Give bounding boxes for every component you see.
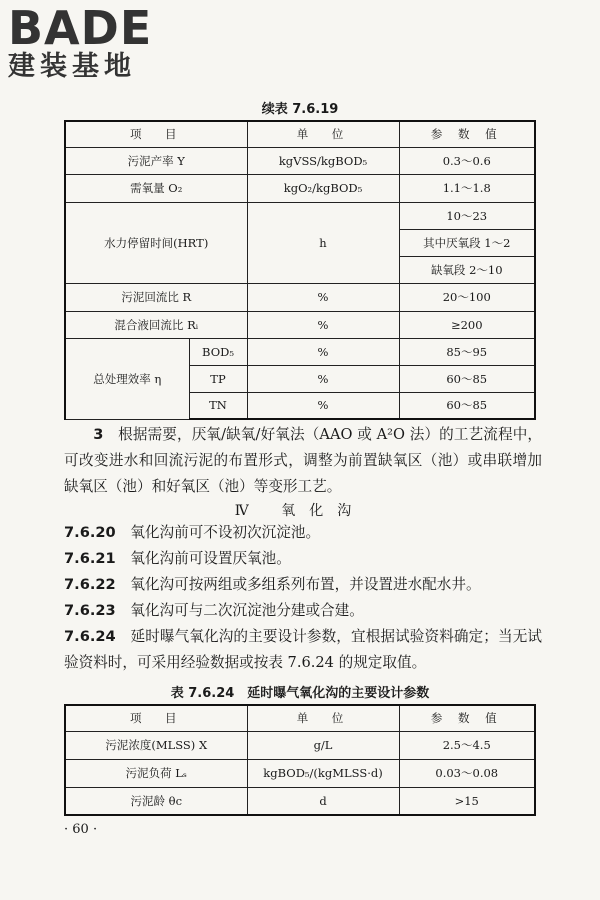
clause xyxy=(64,598,542,624)
table-row xyxy=(65,283,535,311)
clause-number: 7.6.23 xyxy=(64,602,116,619)
cell-subitem: TN xyxy=(189,392,247,419)
table-row xyxy=(65,147,535,174)
clause-number: 7.6.24 xyxy=(64,628,116,645)
clause-number: 7.6.21 xyxy=(64,550,116,567)
clause-text: 氧化沟可按两组或多组系列布置，并设置进水配水井。 xyxy=(130,576,481,593)
cell-value: 其中厌氧段 1～2 xyxy=(399,229,535,256)
clause-text: 氧化沟可与二次沉淀池分建或合建。 xyxy=(130,602,364,619)
cell-value: 0.03～0.08 xyxy=(399,759,535,787)
table-row xyxy=(65,787,535,815)
table1-title: 续表 7.6.19 xyxy=(261,102,339,117)
cell-unit: h xyxy=(247,202,399,283)
table2-header-item: 项 目 xyxy=(65,705,247,731)
clause xyxy=(64,520,542,546)
cell-unit: kgO₂/kgBOD₅ xyxy=(247,174,399,202)
section-title: 氧化沟 xyxy=(281,503,366,519)
table2-header-row xyxy=(65,705,535,731)
clause xyxy=(64,572,542,598)
table1-header-item: 项 目 xyxy=(65,121,247,147)
cell-value: 85～95 xyxy=(399,338,535,365)
cell-value: ≥200 xyxy=(399,311,535,338)
cell-subitem: BOD₅ xyxy=(189,338,247,365)
table2 xyxy=(64,704,536,816)
clause-number: 7.6.20 xyxy=(64,524,116,541)
page-number: · 60 · xyxy=(64,822,98,837)
logo-brand-text: BADE xyxy=(8,1,153,55)
cell-unit: % xyxy=(247,311,399,338)
cell-value: 缺氧段 2～10 xyxy=(399,256,535,283)
cell-item: 污泥回流比 R xyxy=(65,283,247,311)
clause xyxy=(64,546,542,572)
cell-value: 1.1～1.8 xyxy=(399,174,535,202)
cell-unit: % xyxy=(247,392,399,419)
section-roman: Ⅳ xyxy=(234,503,263,519)
table-row xyxy=(65,311,535,338)
cell-value: 10～23 xyxy=(399,202,535,229)
table-row xyxy=(65,174,535,202)
cell-value: 2.5～4.5 xyxy=(399,731,535,759)
clause-text: 氧化沟前可不设初次沉淀池。 xyxy=(130,524,321,541)
logo-subtitle: 建装基地 xyxy=(8,51,136,82)
clause-list xyxy=(64,520,542,676)
cell-value: 20～100 xyxy=(399,283,535,311)
table1 xyxy=(64,120,536,420)
cell-unit: % xyxy=(247,283,399,311)
cell-value: 0.3～0.6 xyxy=(399,147,535,174)
clause-text: 氧化沟前可设置厌氧池。 xyxy=(130,550,291,567)
clause xyxy=(64,624,542,676)
cell-item: 混合液回流比 Rᵢ xyxy=(65,311,247,338)
cell-unit: kgBOD₅/(kgMLSS·d) xyxy=(247,759,399,787)
cell-item: 总处理效率 η xyxy=(65,338,189,419)
table-row xyxy=(65,202,535,229)
table2-title: 表 7.6.24 延时曝气氧化沟的主要设计参数 xyxy=(170,686,430,701)
table1-header-unit: 单 位 xyxy=(247,121,399,147)
cell-subitem: TP xyxy=(189,365,247,392)
cell-item: 水力停留时间(HRT) xyxy=(65,202,247,283)
paragraph-3 xyxy=(64,422,542,500)
cell-unit: % xyxy=(247,338,399,365)
paragraph-number: 3 xyxy=(93,426,104,443)
clause-number: 7.6.22 xyxy=(64,576,116,593)
cell-item: 污泥龄 θc xyxy=(65,787,247,815)
cell-item: 污泥浓度(MLSS) X xyxy=(65,731,247,759)
cell-value: >15 xyxy=(399,787,535,815)
table2-header-unit: 单 位 xyxy=(247,705,399,731)
cell-value: 60～85 xyxy=(399,392,535,419)
table2-header-value: 参 数 值 xyxy=(399,705,535,731)
cell-unit: % xyxy=(247,365,399,392)
cell-item: 污泥产率 Y xyxy=(65,147,247,174)
table1-header-value: 参 数 值 xyxy=(399,121,535,147)
cell-item: 污泥负荷 Lₛ xyxy=(65,759,247,787)
brand-logo xyxy=(8,2,178,86)
cell-value: 60～85 xyxy=(399,365,535,392)
table-row xyxy=(65,338,535,365)
cell-item: 需氧量 O₂ xyxy=(65,174,247,202)
section-heading xyxy=(0,500,600,520)
cell-unit: g/L xyxy=(247,731,399,759)
table-row xyxy=(65,759,535,787)
cell-unit: kgVSS/kgBOD₅ xyxy=(247,147,399,174)
clause-text: 延时曝气氧化沟的主要设计参数，宜根据试验资料确定；当无试验资料时，可采用经验数据或按表 7.6.24 的规定取值。 xyxy=(64,628,542,671)
cell-unit: d xyxy=(247,787,399,815)
table1-header-row xyxy=(65,121,535,147)
paragraph-text: 根据需要，厌氧/缺氧/好氧法（AAO 或 A²O 法）的工艺流程中，可改变进水和回流污泥的布置形式，调整为前置缺氧区（池）或串联增加缺氧区（池）和好氧区（池）等变形工艺。 xyxy=(64,426,542,495)
table-row xyxy=(65,731,535,759)
